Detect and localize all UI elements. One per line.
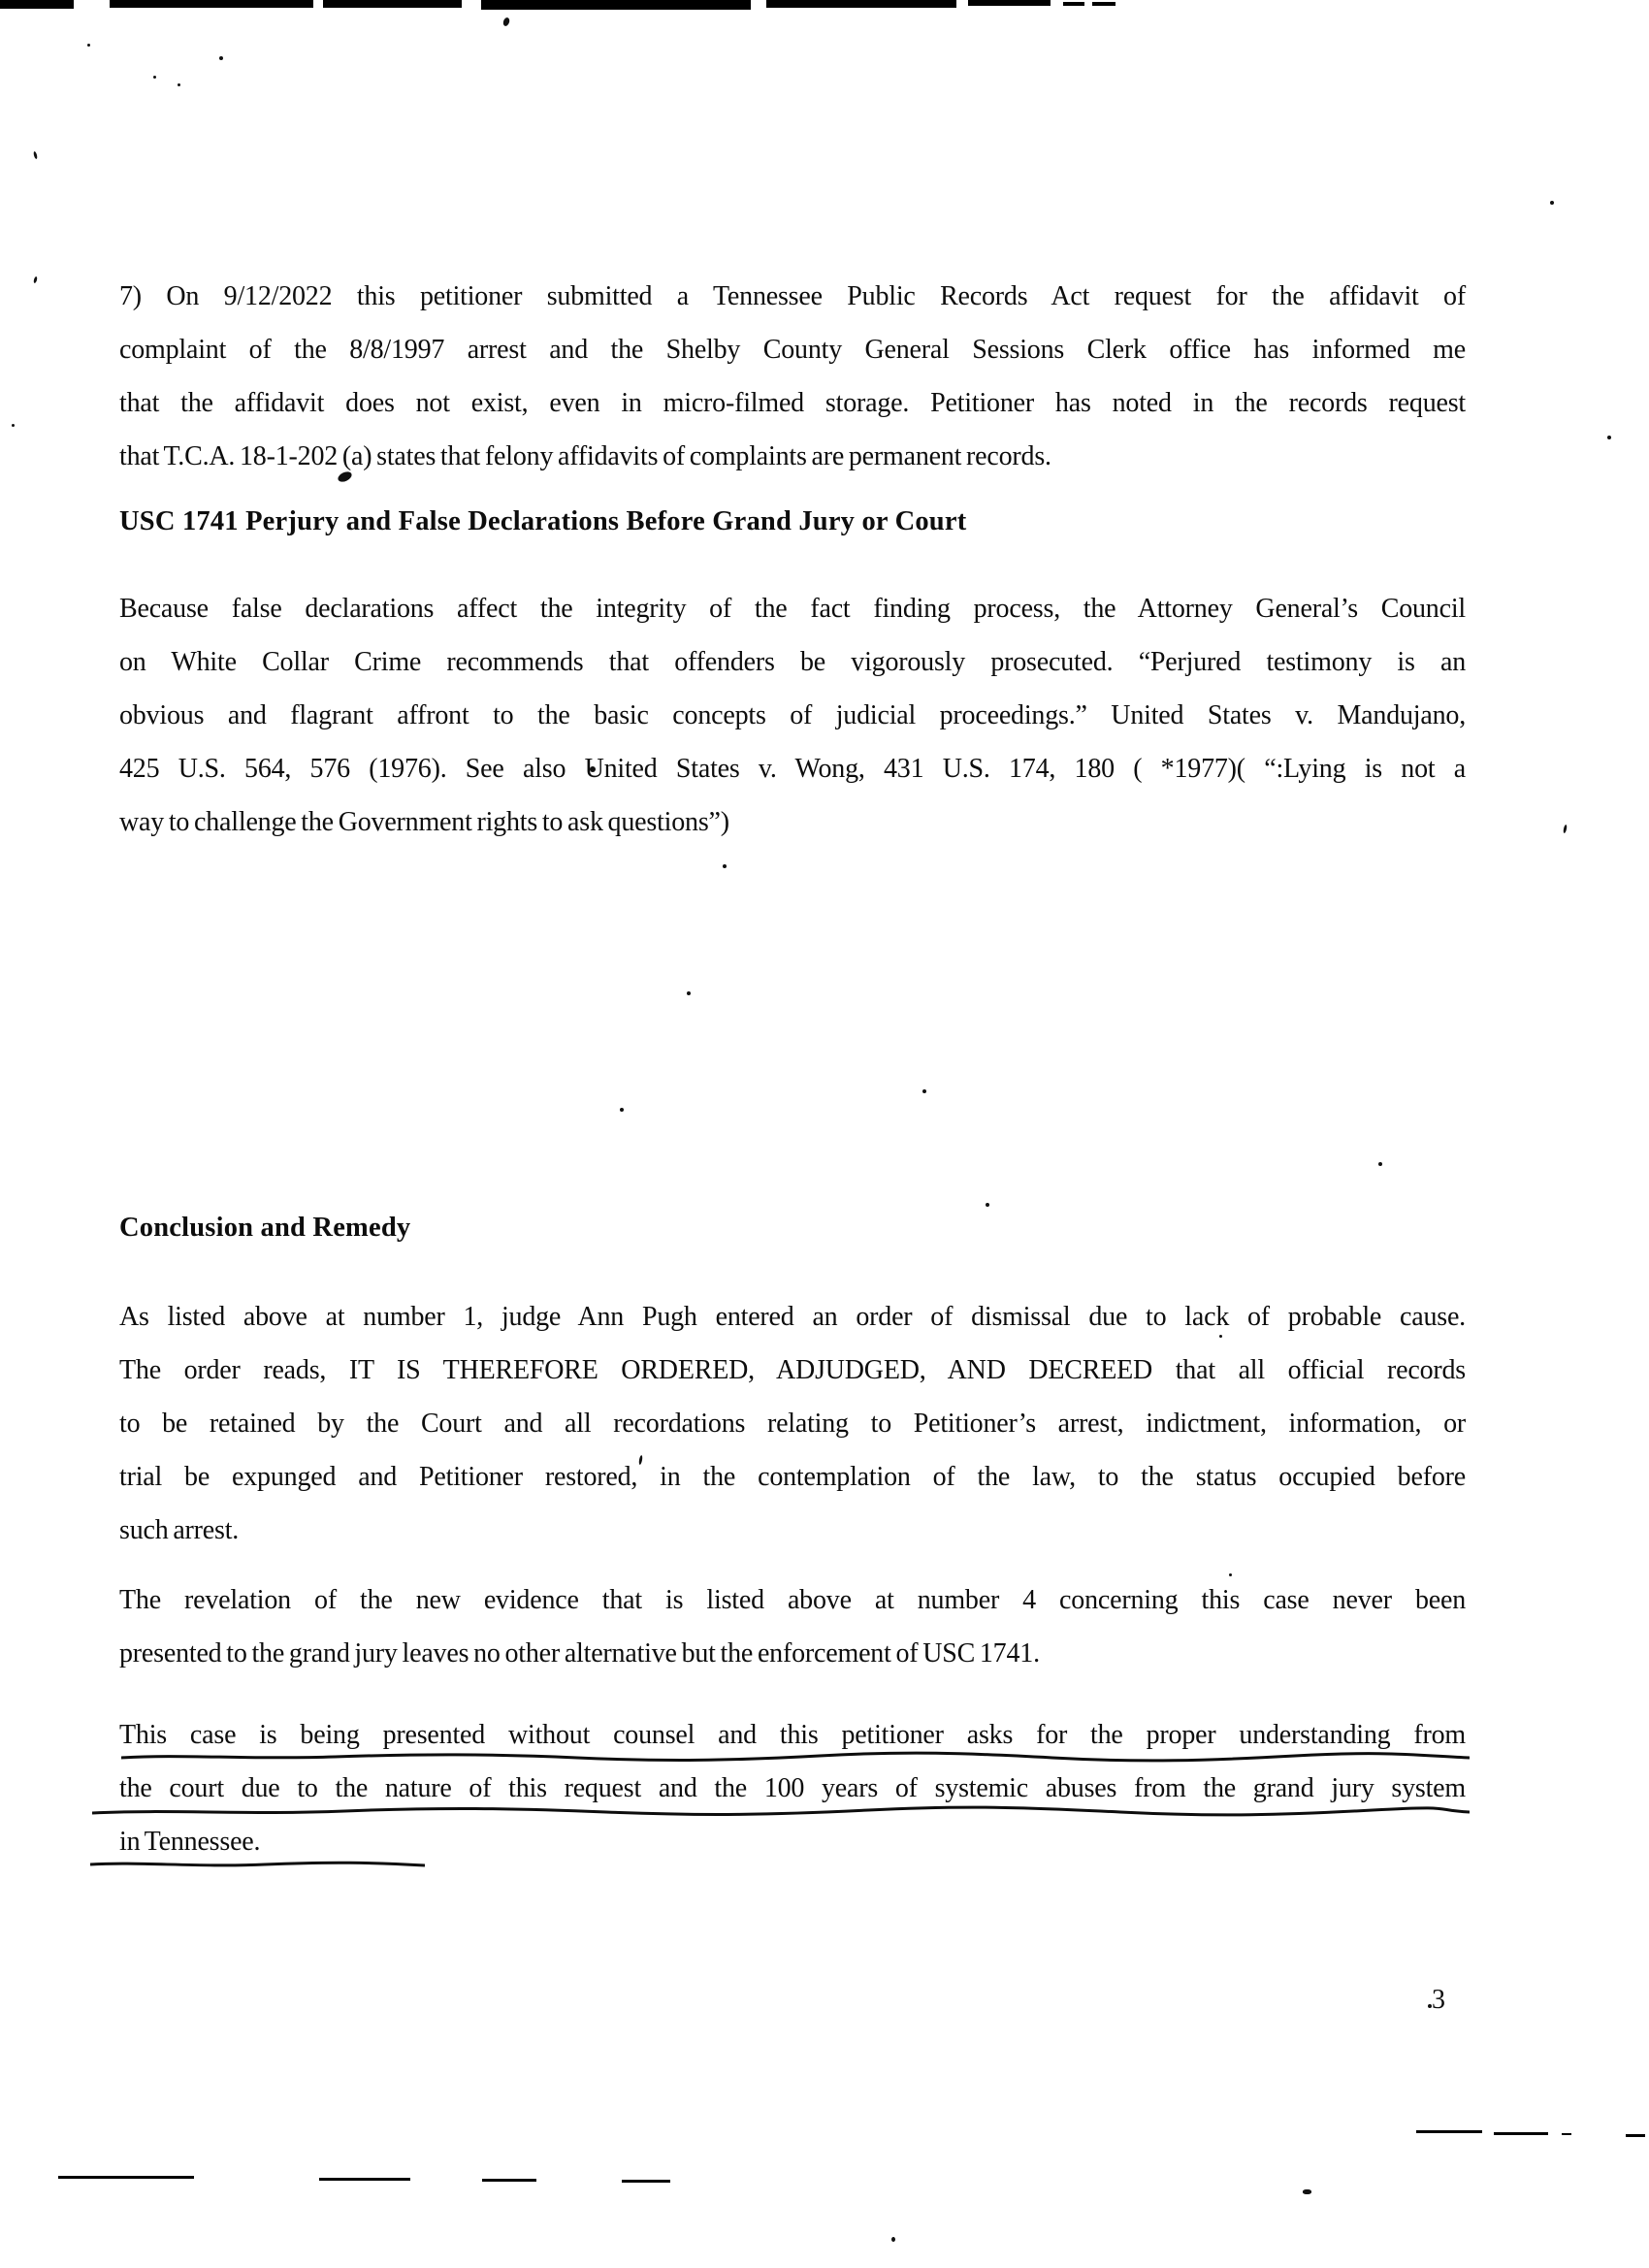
- text-line: trial be expunged and Petitioner restored, in the contemplation of the law, to the status occupied before: [119, 1462, 1466, 1492]
- text-line: that T.C.A. 18-1-202 (a) states that felony affidavits of complaints are permanent records.: [119, 441, 1051, 471]
- scan-artifact-topbar: [1092, 2, 1116, 6]
- text-line: This case is being presented without counsel and this petitioner asks for the proper understanding from: [119, 1720, 1466, 1750]
- scan-speck: [87, 44, 90, 47]
- text-line: The revelation of the new evidence that is listed above at number 4 concerning this case never been: [119, 1585, 1466, 1615]
- scan-speck: [922, 1089, 926, 1093]
- text-line: to be retained by the Court and all recordations relating to Petitioner’s arrest, indictment, information, or: [119, 1409, 1466, 1439]
- text-line: The order reads, IT IS THEREFORE ORDERED, ADJUDGED, AND DECREED that all official records: [119, 1355, 1466, 1385]
- text-line: the court due to the nature of this request and the 100 years of systemic abuses from the grand jury system: [119, 1773, 1466, 1803]
- scan-artifact-topbar: [766, 0, 956, 8]
- text-line: in Tennessee.: [119, 1827, 261, 1857]
- scan-artifact-bottom-dash: [319, 2178, 410, 2181]
- paragraph-revelation: [119, 1573, 1466, 1680]
- scan-speck: [620, 1108, 624, 1112]
- scan-speck: [1378, 1162, 1382, 1166]
- scan-speck: [33, 276, 38, 284]
- scan-artifact-topbar: [481, 0, 751, 10]
- scan-speck: [1607, 436, 1611, 439]
- scan-artifact-bottom-dash: [1494, 2132, 1548, 2135]
- scan-artifact-topbar: [0, 0, 74, 9]
- text-line: Because false declarations affect the integrity of the fact finding process, the Attorney General’s Council: [119, 594, 1466, 624]
- scan-speck: [502, 16, 511, 27]
- scan-speck: [1303, 2189, 1311, 2194]
- heading-text: USC 1741 Perjury and False Declarations Before Grand Jury or Court: [119, 506, 967, 536]
- scan-speck: [153, 76, 156, 79]
- scan-speck: [1563, 825, 1568, 833]
- paragraph-perjury: [119, 582, 1466, 849]
- scan-speck: [219, 56, 223, 60]
- paragraph-counsel-underlined: [119, 1708, 1466, 1868]
- text-line: presented to the grand jury leaves no other alternative but the enforcement of USC 1741.: [119, 1638, 1040, 1669]
- scan-speck: [687, 991, 691, 995]
- scan-speck: [1550, 201, 1554, 205]
- scan-speck: [891, 2237, 895, 2242]
- page-number: 3: [1432, 1985, 1445, 2015]
- scan-artifact-topbar: [968, 0, 1051, 6]
- scan-artifact-bottom-dash: [58, 2176, 194, 2179]
- scan-artifact-bottom-dash: [622, 2180, 670, 2183]
- text-line: such arrest.: [119, 1515, 240, 1545]
- paragraph-conclusion: [119, 1290, 1466, 1557]
- scan-artifact-topbar: [1063, 2, 1084, 6]
- scan-artifact-bottom-dash: [1562, 2133, 1571, 2135]
- heading-text: Conclusion and Remedy: [119, 1213, 411, 1243]
- text-line: way to challenge the Government rights to ask questions”): [119, 807, 729, 837]
- section-heading-conclusion: [119, 1201, 1466, 1254]
- text-line: on White Collar Crime recommends that offenders be vigorously prosecuted. “Perjured testimony is an: [119, 647, 1466, 677]
- scan-artifact-topbar: [110, 0, 313, 8]
- scan-artifact-bottom-dash: [482, 2179, 536, 2182]
- text-line: 7) On 9/12/2022 this petitioner submitted a Tennessee Public Records Act request for the affidavit of: [119, 281, 1466, 311]
- section-heading-usc-1741: [119, 495, 1466, 548]
- paragraph-records-request: [119, 270, 1466, 483]
- text-line: complaint of the 8/8/1997 arrest and the Shelby County General Sessions Clerk office has informed me: [119, 335, 1466, 365]
- scan-speck: [33, 151, 38, 160]
- text-line: 425 U.S. 564, 576 (1976). See also United States v. Wong, 431 U.S. 174, 180 ( *1977)( “:Lying is not a: [119, 754, 1466, 784]
- text-line: As listed above at number 1, judge Ann Pugh entered an order of dismissal due to lack of probable cause.: [119, 1302, 1466, 1332]
- text-line: obvious and flagrant affront to the basic concepts of judicial proceedings.” United States v. Mandujano,: [119, 700, 1466, 730]
- scan-speck: [178, 83, 180, 86]
- scan-artifact-topbar: [323, 0, 462, 8]
- text-line: that the affidavit does not exist, even in micro-filmed storage. Petitioner has noted in the records request: [119, 388, 1466, 418]
- scan-artifact-bottom-dash: [1416, 2130, 1482, 2133]
- scan-speck: [723, 864, 727, 868]
- scan-speck: [12, 424, 15, 427]
- scan-artifact-bottom-dash: [1626, 2134, 1645, 2137]
